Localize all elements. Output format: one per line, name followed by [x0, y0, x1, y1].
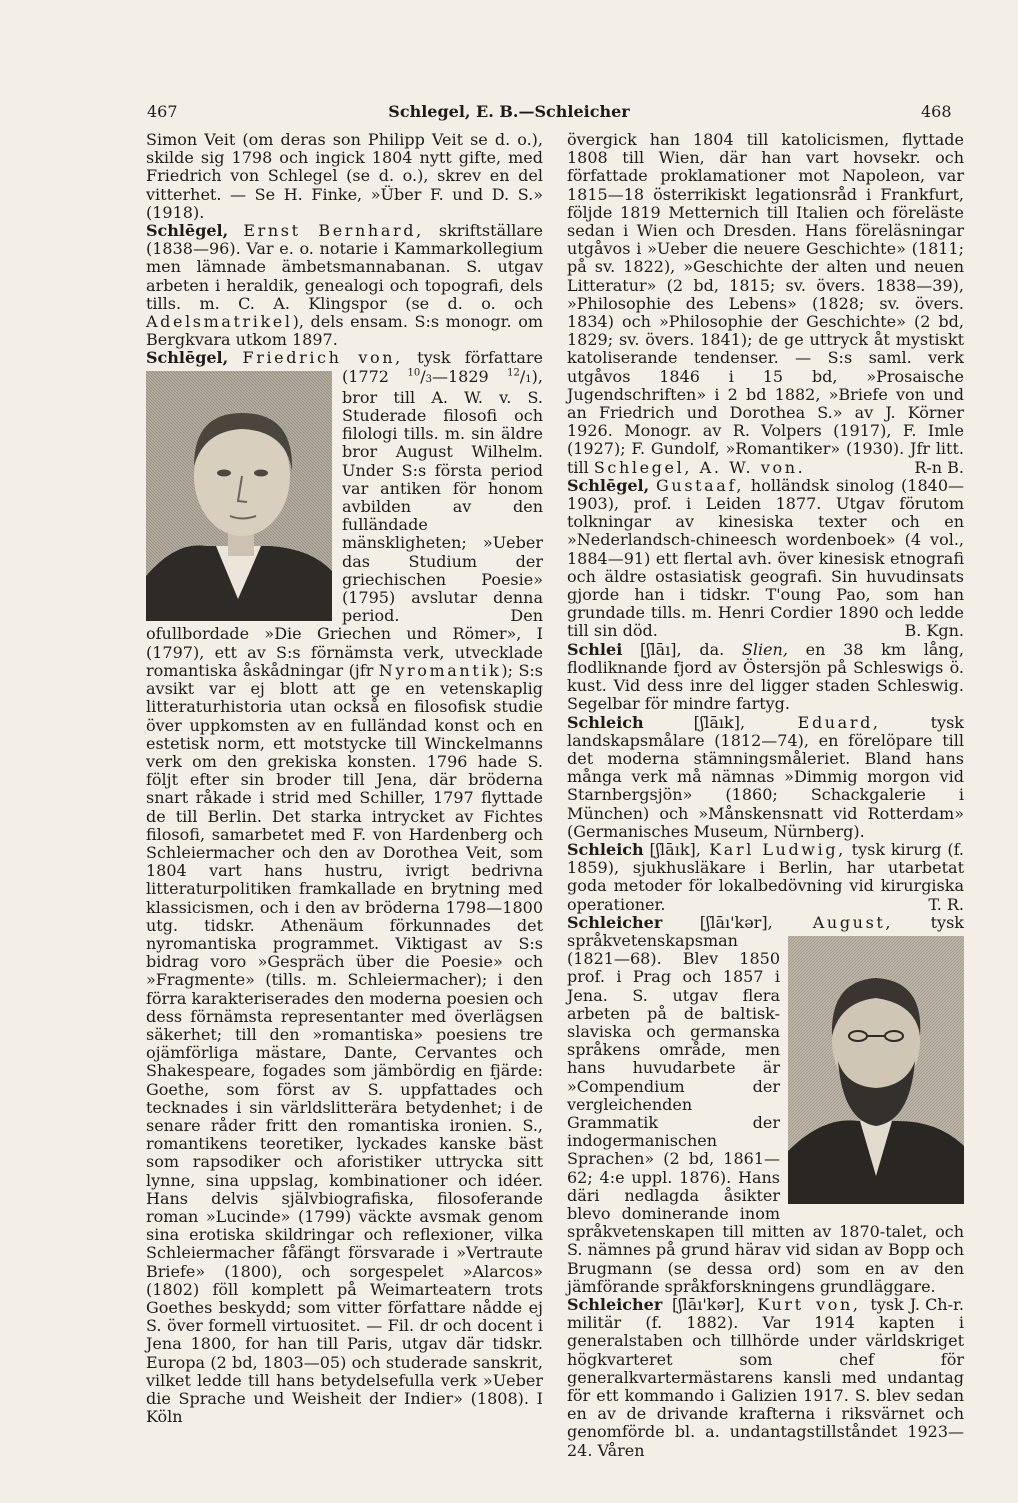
left-page-number: 467 — [147, 102, 178, 121]
left-column — [146, 131, 543, 1426]
cross-reference: Nyromantik — [378, 660, 502, 680]
running-title: Schlegel, E. B.—Schleicher — [388, 102, 630, 121]
author-signature: R-n B. — [914, 457, 964, 477]
entry-schlegel-gustaaf: Schlēgel, Gustaaf, holländsk sinolog (1840—1903), prof. i Leiden 1877. Utgav förutom tolkningar av kinesiska texter och en »Nederlandsch-chineesch wordenboek» (4 vol., 1884—91) ett flertal avh. över kinesisk etnografi och äldre ostasiatisk geografi. Sin huvudinsats gjorde han i tidskr. T'oung Pao, som han grundade tills. m. Henri Cordier 1890 och ledde till sin död. B. Kgn. — [567, 475, 964, 641]
pronunciation: [ʃlāı'kər], — [662, 1295, 745, 1314]
entry-schlegel-friedrich: Schlēgel, Friedrich von, tysk författare (1772 $^{10}$/3—1829 $^{12}$/1 ), bror till A. W. v. S. Studerade filosofi och filologi tills. m. sin äldre bror August Wilhelm. Under S:s första period var antiken för honom avbilden av den fulländade mänskligheten; »Ueber das Studium der griechischen Poesie» (1795) avslutar denna period. Den ofullbordade »Die Griechen und Römer», I (1797), ett av S:s förnämsta verk, utvecklade romantiska åskådningar (jfr Nyromantik); S:s avsikt var ej blott att ge en vetenskaplig litteraturhistoria utan också en filosofisk studie över uppkomsten av en fulländad konst och en estetisk norm, ett motstycke till Winckelmanns verk om den grekiska konsten. 1796 hade S. följt efter sin broder till Jena, där bröderna snart råkade i strid med Schiller, 1797 flyttade de till Berlin. Det starka intrycket av Fichtes filosofi, samarbetet med F. von Hardenberg och Schleiermacher och den av Dorothea Veit, som 1804 vart hans hustru, ivrigt bedrivna litteraturpolitiken framkallade en brytning med klassicismen, och i den av bröderna 1798—1800 utg. tidskr. Athenäum förkunnades det nyromantiska programmet. Viktigast av S:s bidrag voro »Gespräch über die Poesie» och »Fragmente» (tills. m. Schleiermacher); i den förra karakteriserades den moderna poesien och dess förnämsta representanter med överlägsen säkerhet; till den »romantiska» poesiens tre ojämförliga mästare, Dante, Cervantes och Shakespeare, fogades som jämbördig en fjärde: Goethe, som först av S. uppfattades och tecknades i sin världslitterära betydenhet; i de senare råder fritt den romantiska ironien. S., romantikens teoretiker, lyckades kanske bäst som rapsodiker och aforistiker uttrycka sitt lynne, sina uppslag, kombinationer och idéer. Hans delvis självbiografiska, filosoferande roman »Lucinde» (1799) väckte avsmak genom sina erotiska skildringar och reflexioner, vilka Schleiermacher fåfängt försvarade i »Vertraute Briefe» (1800), och sorgespelet »Alarcos» (1802) föll komplett på Weimarteatern trots Goethes beskydd; som vitter författare nådde ej S. över formell virtuositet. — Fil. dr och docent i Jena 1800, for han till Paris, utgav där tidskr. Europa (2 bd, 1803—05) och studerade sanskrit, vilket ledde till hans betydelsefulla verk »Ueber die Sprache und Weisheit der Indier» (1808). I Köln — [146, 348, 543, 1427]
entry-schlegel-ernst-bernhard: Schlēgel, Ernst Bernhard, skriftställare (1838—96). Var e. o. notarie i Kammarkollegium men lämnade ämbetsmannabanan. S. utgav arbeten i heraldik, genealogi och topografi, dels tills. m. C. A. Klingspor (se d. o. och Adelsmatrikel), dels ensam. S:s monogr. om Bergkvara utkom 1897. — [146, 221, 543, 350]
author-signature: B. Kgn. — [904, 621, 964, 641]
pronunciation: [ʃlāı], — [622, 639, 682, 659]
given-name: Kurt von, — [744, 1295, 861, 1314]
headword: Schleicher — [567, 912, 663, 932]
cross-reference: Schlegel, A. W. von. — [593, 457, 806, 477]
entry-schleich-karl-ludwig: Schleich [ʃlāık], Karl Ludwig, tysk kirurg (f. 1859), sjukhusläkare i Berlin, har utarbetat goda metoder för lokalbedövning vid kirurgiska operationer. T. R. — [567, 839, 965, 914]
entry-schleicher-august: Schleicher [ʃlāı'kər], August, tysk språkvetenskapsman (1821—68). Blev 1850 prof. i Prag och 1857 i Jena. S. utgav flera arbeten på de baltisk-slaviska och germanska språkens område, men hans huvudarbete är »Compendium der vergleichenden Grammatik der indogermanischen Sprachen» (2 bd, 1861—62; 4:e uppl. 1876). Hans däri nedlagda åsikter blevo dominerande inom språkvetenskapen till mitten av 1870-talet, och S. nämnes på grund härav vid sidan av Bopp och Brugmann (se dessa ord) som en av den jämförande språkforskningens grundläggare. J. Ch-r. — [567, 912, 964, 1314]
headword: Schlēgel, — [146, 221, 229, 241]
headword: Schlēgel, — [567, 475, 650, 495]
portrait-august-schleicher — [788, 936, 964, 1204]
right-page-number: 468 — [921, 102, 952, 121]
page-header — [0, 96, 1018, 126]
given-name: Eduard, — [745, 712, 881, 732]
headword: Schleich — [567, 712, 644, 732]
given-name: Gustaaf, — [656, 475, 745, 495]
pronunciation: [ʃlāık], — [643, 712, 746, 732]
headword: Schlei — [567, 639, 623, 659]
headword: Schlēgel, — [146, 348, 229, 368]
entry-schleich-eduard: Schleich [ʃlāık], Eduard, tysk landskapsmålare (1812—74), en förelöpare till det moderna stämningsmåleriet. Bland hans många verk må nämnas »Dimmig morgon vid Starnbergsjön» (1860; Schackgalerie i München) och »Månskensnatt vid Rotterdam» (Germanisches Museum, Nürnberg). — [567, 712, 964, 841]
entry-schlei: Schlei [ʃlāı], da. Slien, en 38 km lång, flodliknande fjord av Östersjön på Schleswigs ö. kust. Vid dess inre del ligger staden Schleswig. Segelbar för mindre fartyg. — [567, 639, 964, 714]
author-signature: J. Ch-r. — [909, 1295, 964, 1314]
right-column — [567, 131, 964, 1460]
headword: Schleich — [567, 839, 644, 859]
headword: Schleicher — [567, 1295, 663, 1314]
author-signature: T. R. — [928, 894, 964, 914]
pronunciation: [ʃlāı'kər], — [662, 912, 773, 932]
entry-continuation: Simon Veit (om deras son Philipp Veit se d. o.), skilde sig 1798 och ingick 1804 nytt gifte, med Friedrich von Schlegel (se d. o.), skrev en del vitterhet. — Se H. Finke, »Über F. und D. S.» (1918). — [146, 130, 543, 222]
given-name: Karl Ludwig, — [700, 839, 846, 859]
entry-schleicher-kurt: Schleicher [ʃlāı'kər], Kurt von, tysk militär (f. 1882). Var 1914 kapten i generalstaben och tillhörde under världskriget högkvarteret som chef för generalkvartermästarens kansli med undantag för ett kommando i Galizien 1917. S. blev sedan en av de drivande krafterna i riksvärnet och genomförde bl. a. undantagstillståndet 1923—24. Våren — [567, 1295, 964, 1460]
cross-reference: Adelsmatrikel — [146, 312, 293, 332]
given-name: August, — [772, 912, 894, 932]
portrait-friedrich-schlegel — [146, 371, 332, 621]
entry-continuation: övergick han 1804 till katolicismen, flyttade 1808 till Wien, där han vart hovsekr. och författade proklamationer mot Napoleon, var 1815—18 österrikiskt legationsråd i Frankfurt, följde 1819 Metternich till Italien och föreläste sedan i Wien och Dresden. Hans föreläsningar utgåvos i »Ueber die neuere Geschichte» (1811; på sv. 1822), »Geschichte der alten und neuen Litteratur» (2 bd, 1815; sv. övers. 1838—39), »Philosophie des Lebens» (1828; sv. övers. 1834) och »Philosophie der Geschichte» (2 bd, 1829; sv. övers. 1841); de ge uttryck åt mystiskt katoliserande tendenser. — S:s saml. verk utgåvos 1846 i 15 bd, »Prosaische Jugendschriften» i 2 bd 1882, »Briefe von und an Friedrich und Dorothea S.» av J. Körner 1926. Monogr. av R. Volpers (1917), F. Imle (1927); F. Gundolf, »Romantiker» (1930). Jfr litt. till Schlegel, A. W. von. R-n B. — [567, 130, 964, 477]
given-name: Friedrich von, — [242, 348, 403, 368]
pronunciation: [ʃlāık], — [643, 839, 701, 859]
given-name: Ernst Bernhard, — [243, 221, 424, 241]
